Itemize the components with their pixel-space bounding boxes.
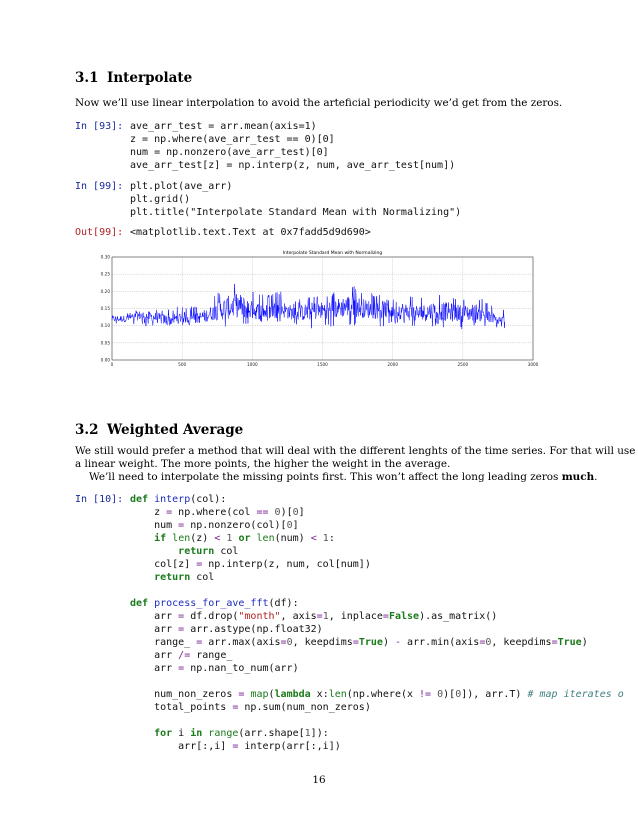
code-line: def interp(col): bbox=[130, 494, 227, 505]
section-title: Interpolate bbox=[107, 70, 193, 86]
page-number: 16 bbox=[312, 774, 326, 786]
code-line: num = np.nonzero(col)[0] bbox=[130, 520, 299, 531]
x-tick-label: 2000 bbox=[387, 362, 399, 367]
code-line: arr /= range_ bbox=[130, 650, 233, 661]
input-prompt: In [99]: bbox=[75, 181, 124, 192]
code-line: return col bbox=[154, 572, 215, 583]
code-line: arr = arr.astype(np.float32) bbox=[130, 624, 323, 635]
y-tick-label: 0.30 bbox=[100, 254, 110, 260]
weighted-paragraph-line1: We still would prefer a method that will deal with the different lenghts of the time series. For that will use bbox=[75, 445, 636, 457]
code-line: num_non_zeros = map(lambda x:len(np.where(x != 0)[0]), arr.T) # map iterates o bbox=[130, 689, 624, 700]
code-line: num = np.nonzero(ave_arr_test)[0] bbox=[130, 147, 329, 158]
line3-start: We’ll need to interpolate the missing points first. This won’t affect the long leading zeros bbox=[89, 471, 562, 483]
code-line: if len(z) < 1 or len(num) < 1: bbox=[154, 533, 335, 544]
y-tick-label: 0.25 bbox=[100, 271, 110, 277]
section-title: Weighted Average bbox=[107, 422, 244, 438]
code-line: ave_arr_test[z] = np.interp(z, num, ave_arr_test[num]) bbox=[130, 160, 456, 171]
code-line: z = np.where(col == 0)[0] bbox=[130, 507, 305, 518]
code-line: plt.plot(ave_arr) bbox=[130, 181, 233, 192]
input-prompt: In [93]: bbox=[75, 121, 124, 132]
section-heading-weighted bbox=[75, 422, 243, 438]
chart-title: Interpolate Standard Mean with Normalizing bbox=[282, 251, 383, 256]
line3-emphasis: much bbox=[561, 471, 595, 483]
y-tick-label: 0.20 bbox=[100, 288, 110, 294]
intro-paragraph: Now we’ll use linear interpolation to avoid the arteficial periodicity we’d get from the zeros. bbox=[75, 97, 563, 109]
weighted-paragraph-line2: a linear weight. The more points, the higher the weight in the average. bbox=[75, 458, 451, 470]
x-tick-label: 3000 bbox=[527, 362, 539, 367]
line-chart bbox=[98, 244, 548, 374]
code-line: plt.title("Interpolate Standard Mean with Normalizing") bbox=[130, 207, 462, 218]
code-line: total_points = np.sum(num_non_zeros) bbox=[130, 702, 371, 713]
section-heading-interpolate bbox=[75, 70, 192, 86]
input-prompt: In [10]: bbox=[75, 494, 124, 505]
code-line: arr[:,i] = interp(arr[:,i]) bbox=[130, 741, 341, 752]
code-line: ave_arr_test = arr.mean(axis=1) bbox=[130, 121, 317, 132]
code-line: plt.grid() bbox=[130, 194, 191, 205]
line3-end: . bbox=[594, 471, 598, 483]
x-tick-label: 500 bbox=[178, 362, 187, 367]
weighted-paragraph-line3 bbox=[89, 471, 597, 484]
code-line: arr = np.nan_to_num(arr) bbox=[130, 663, 299, 674]
section-number: 3.2 bbox=[75, 422, 99, 438]
y-tick-label: 0.10 bbox=[100, 323, 110, 329]
x-tick-label: 1000 bbox=[246, 362, 258, 367]
section-number: 3.1 bbox=[75, 70, 99, 86]
chart-series bbox=[112, 284, 505, 329]
code-line: z = np.where(ave_arr_test == 0)[0] bbox=[130, 134, 335, 145]
output-text: <matplotlib.text.Text at 0x7fadd5d9d690> bbox=[130, 227, 371, 238]
code-line: col[z] = np.interp(z, num, col[num]) bbox=[130, 559, 371, 570]
x-tick-label: 0 bbox=[110, 362, 114, 367]
code-line: def process_for_ave_fft(df): bbox=[130, 598, 299, 609]
code-line: return col bbox=[178, 546, 239, 557]
code-line: range_ = arr.max(axis=0, keepdims=True) - arr.min(axis=0, keepdims=True) bbox=[130, 637, 588, 648]
x-tick-label: 1500 bbox=[317, 362, 328, 367]
y-tick-label: 0.15 bbox=[100, 306, 110, 311]
x-tick-label: 2500 bbox=[457, 362, 469, 367]
series-line bbox=[112, 284, 505, 329]
code-block bbox=[130, 493, 638, 763]
code-line: for i in range(arr.shape[1]): bbox=[154, 728, 329, 739]
code-line: arr = df.drop("month", axis=1, inplace=False).as_matrix() bbox=[130, 611, 498, 622]
y-tick-label: 0.05 bbox=[100, 340, 110, 346]
y-tick-label: 0.00 bbox=[100, 357, 110, 363]
output-prompt: Out[99]: bbox=[75, 227, 124, 238]
